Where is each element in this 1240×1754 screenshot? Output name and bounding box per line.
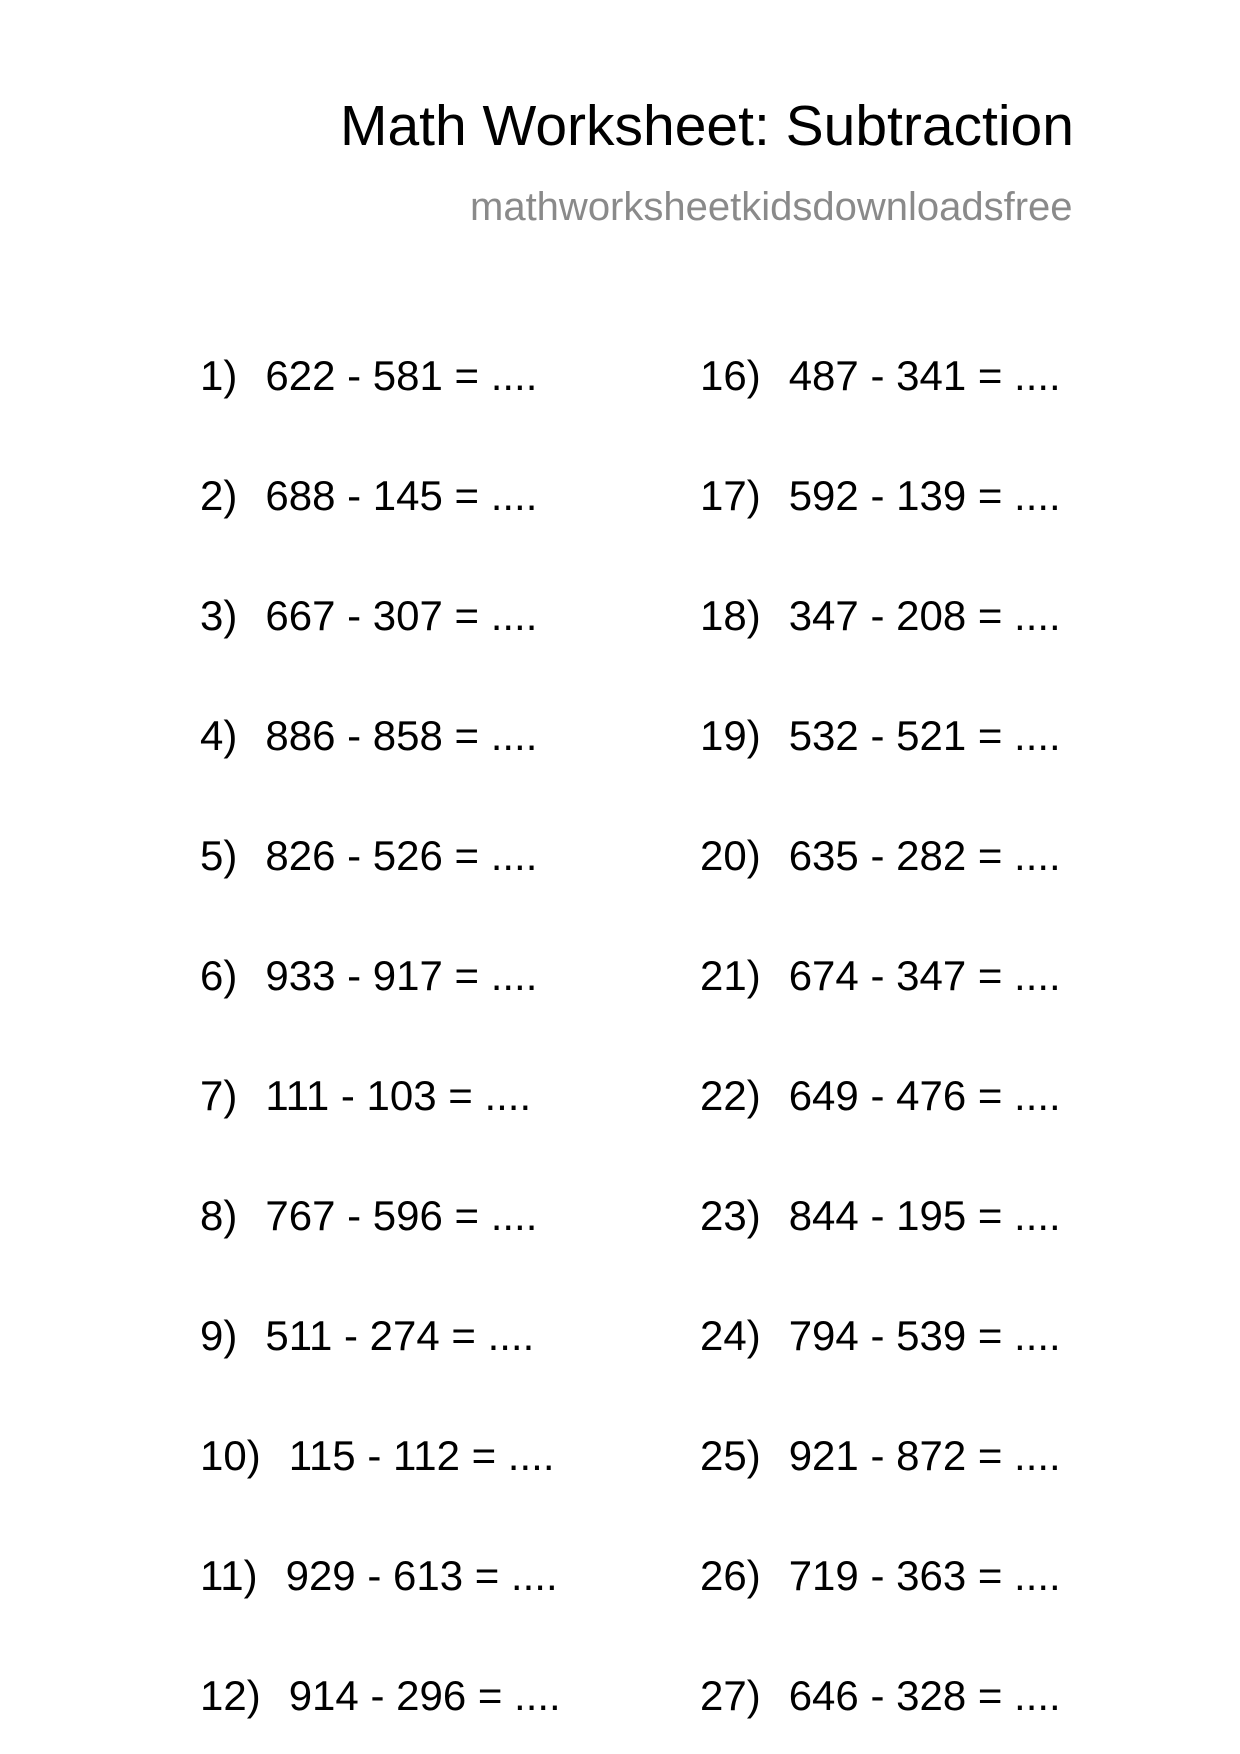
problem-number: 25) [700, 1432, 761, 1479]
problem-row [700, 1432, 1061, 1479]
problem-expression: 511 - 274 = .... [265, 1312, 535, 1359]
problem-row [200, 952, 538, 999]
problem-row [700, 1072, 1061, 1119]
problem-expression: 933 - 917 = .... [265, 952, 538, 999]
problem-row [200, 832, 538, 879]
problem-expression: 826 - 526 = .... [265, 832, 538, 879]
problem-row [700, 592, 1061, 639]
problem-expression: 646 - 328 = .... [788, 1672, 1061, 1719]
problem-number: 26) [700, 1552, 761, 1599]
problem-expression: 844 - 195 = .... [788, 1192, 1061, 1239]
problem-row [200, 1432, 555, 1479]
problem-row [200, 1672, 561, 1719]
problem-row [700, 712, 1061, 759]
problem-row [700, 1552, 1061, 1599]
problem-number: 22) [700, 1072, 761, 1119]
problem-expression: 886 - 858 = .... [265, 712, 538, 759]
page-subtitle: mathworksheetkidsdownloadsfree [470, 185, 1073, 229]
problem-expression: 688 - 145 = .... [265, 472, 538, 519]
problem-expression: 635 - 282 = .... [788, 832, 1061, 879]
problem-row [700, 352, 1061, 399]
problem-row [200, 352, 538, 399]
problem-number: 24) [700, 1312, 761, 1359]
problem-expression: 767 - 596 = .... [265, 1192, 538, 1239]
problem-row [700, 1192, 1061, 1239]
problem-expression: 347 - 208 = .... [788, 592, 1061, 639]
problem-expression: 794 - 539 = .... [788, 1312, 1061, 1359]
problem-expression: 649 - 476 = .... [788, 1072, 1061, 1119]
problem-row [700, 952, 1061, 999]
problem-row [200, 592, 538, 639]
problem-expression: 532 - 521 = .... [788, 712, 1061, 759]
problem-number: 19) [700, 712, 761, 759]
problem-expression: 487 - 341 = .... [788, 352, 1061, 399]
problem-expression: 719 - 363 = .... [788, 1552, 1061, 1599]
problem-number: 18) [700, 592, 761, 639]
problem-number: 27) [700, 1672, 761, 1719]
problem-number: 6) [200, 952, 238, 999]
problem-row [200, 1552, 558, 1599]
problem-expression: 111 - 103 = .... [265, 1072, 532, 1119]
problem-number: 10) [200, 1432, 261, 1479]
problem-number: 1) [200, 352, 238, 399]
problem-row [700, 832, 1061, 879]
problem-row [200, 472, 538, 519]
problem-number: 17) [700, 472, 761, 519]
problem-number: 21) [700, 952, 761, 999]
problem-row [200, 1312, 535, 1359]
page-title: Math Worksheet: Subtraction [340, 94, 1074, 158]
problem-expression: 667 - 307 = .... [265, 592, 538, 639]
problem-expression: 674 - 347 = .... [788, 952, 1061, 999]
problem-row [200, 1072, 532, 1119]
problem-number: 16) [700, 352, 761, 399]
problem-number: 12) [200, 1672, 261, 1719]
problem-number: 9) [200, 1312, 238, 1359]
problem-row [700, 472, 1061, 519]
problem-number: 20) [700, 832, 761, 879]
problem-expression: 921 - 872 = .... [788, 1432, 1061, 1479]
problem-number: 11) [200, 1552, 258, 1599]
problem-number: 5) [200, 832, 238, 879]
problem-row [200, 712, 538, 759]
problem-row [700, 1672, 1061, 1719]
problem-number: 8) [200, 1192, 238, 1239]
problem-expression: 914 - 296 = .... [288, 1672, 561, 1719]
problem-number: 4) [200, 712, 238, 759]
problem-expression: 592 - 139 = .... [788, 472, 1061, 519]
problem-number: 3) [200, 592, 238, 639]
problem-row [200, 1192, 538, 1239]
problem-expression: 622 - 581 = .... [265, 352, 538, 399]
problem-number: 23) [700, 1192, 761, 1239]
problem-expression: 115 - 112 = .... [288, 1432, 555, 1479]
problem-row [700, 1312, 1061, 1359]
problem-number: 2) [200, 472, 238, 519]
problem-number: 7) [200, 1072, 238, 1119]
problem-expression: 929 - 613 = .... [285, 1552, 558, 1599]
